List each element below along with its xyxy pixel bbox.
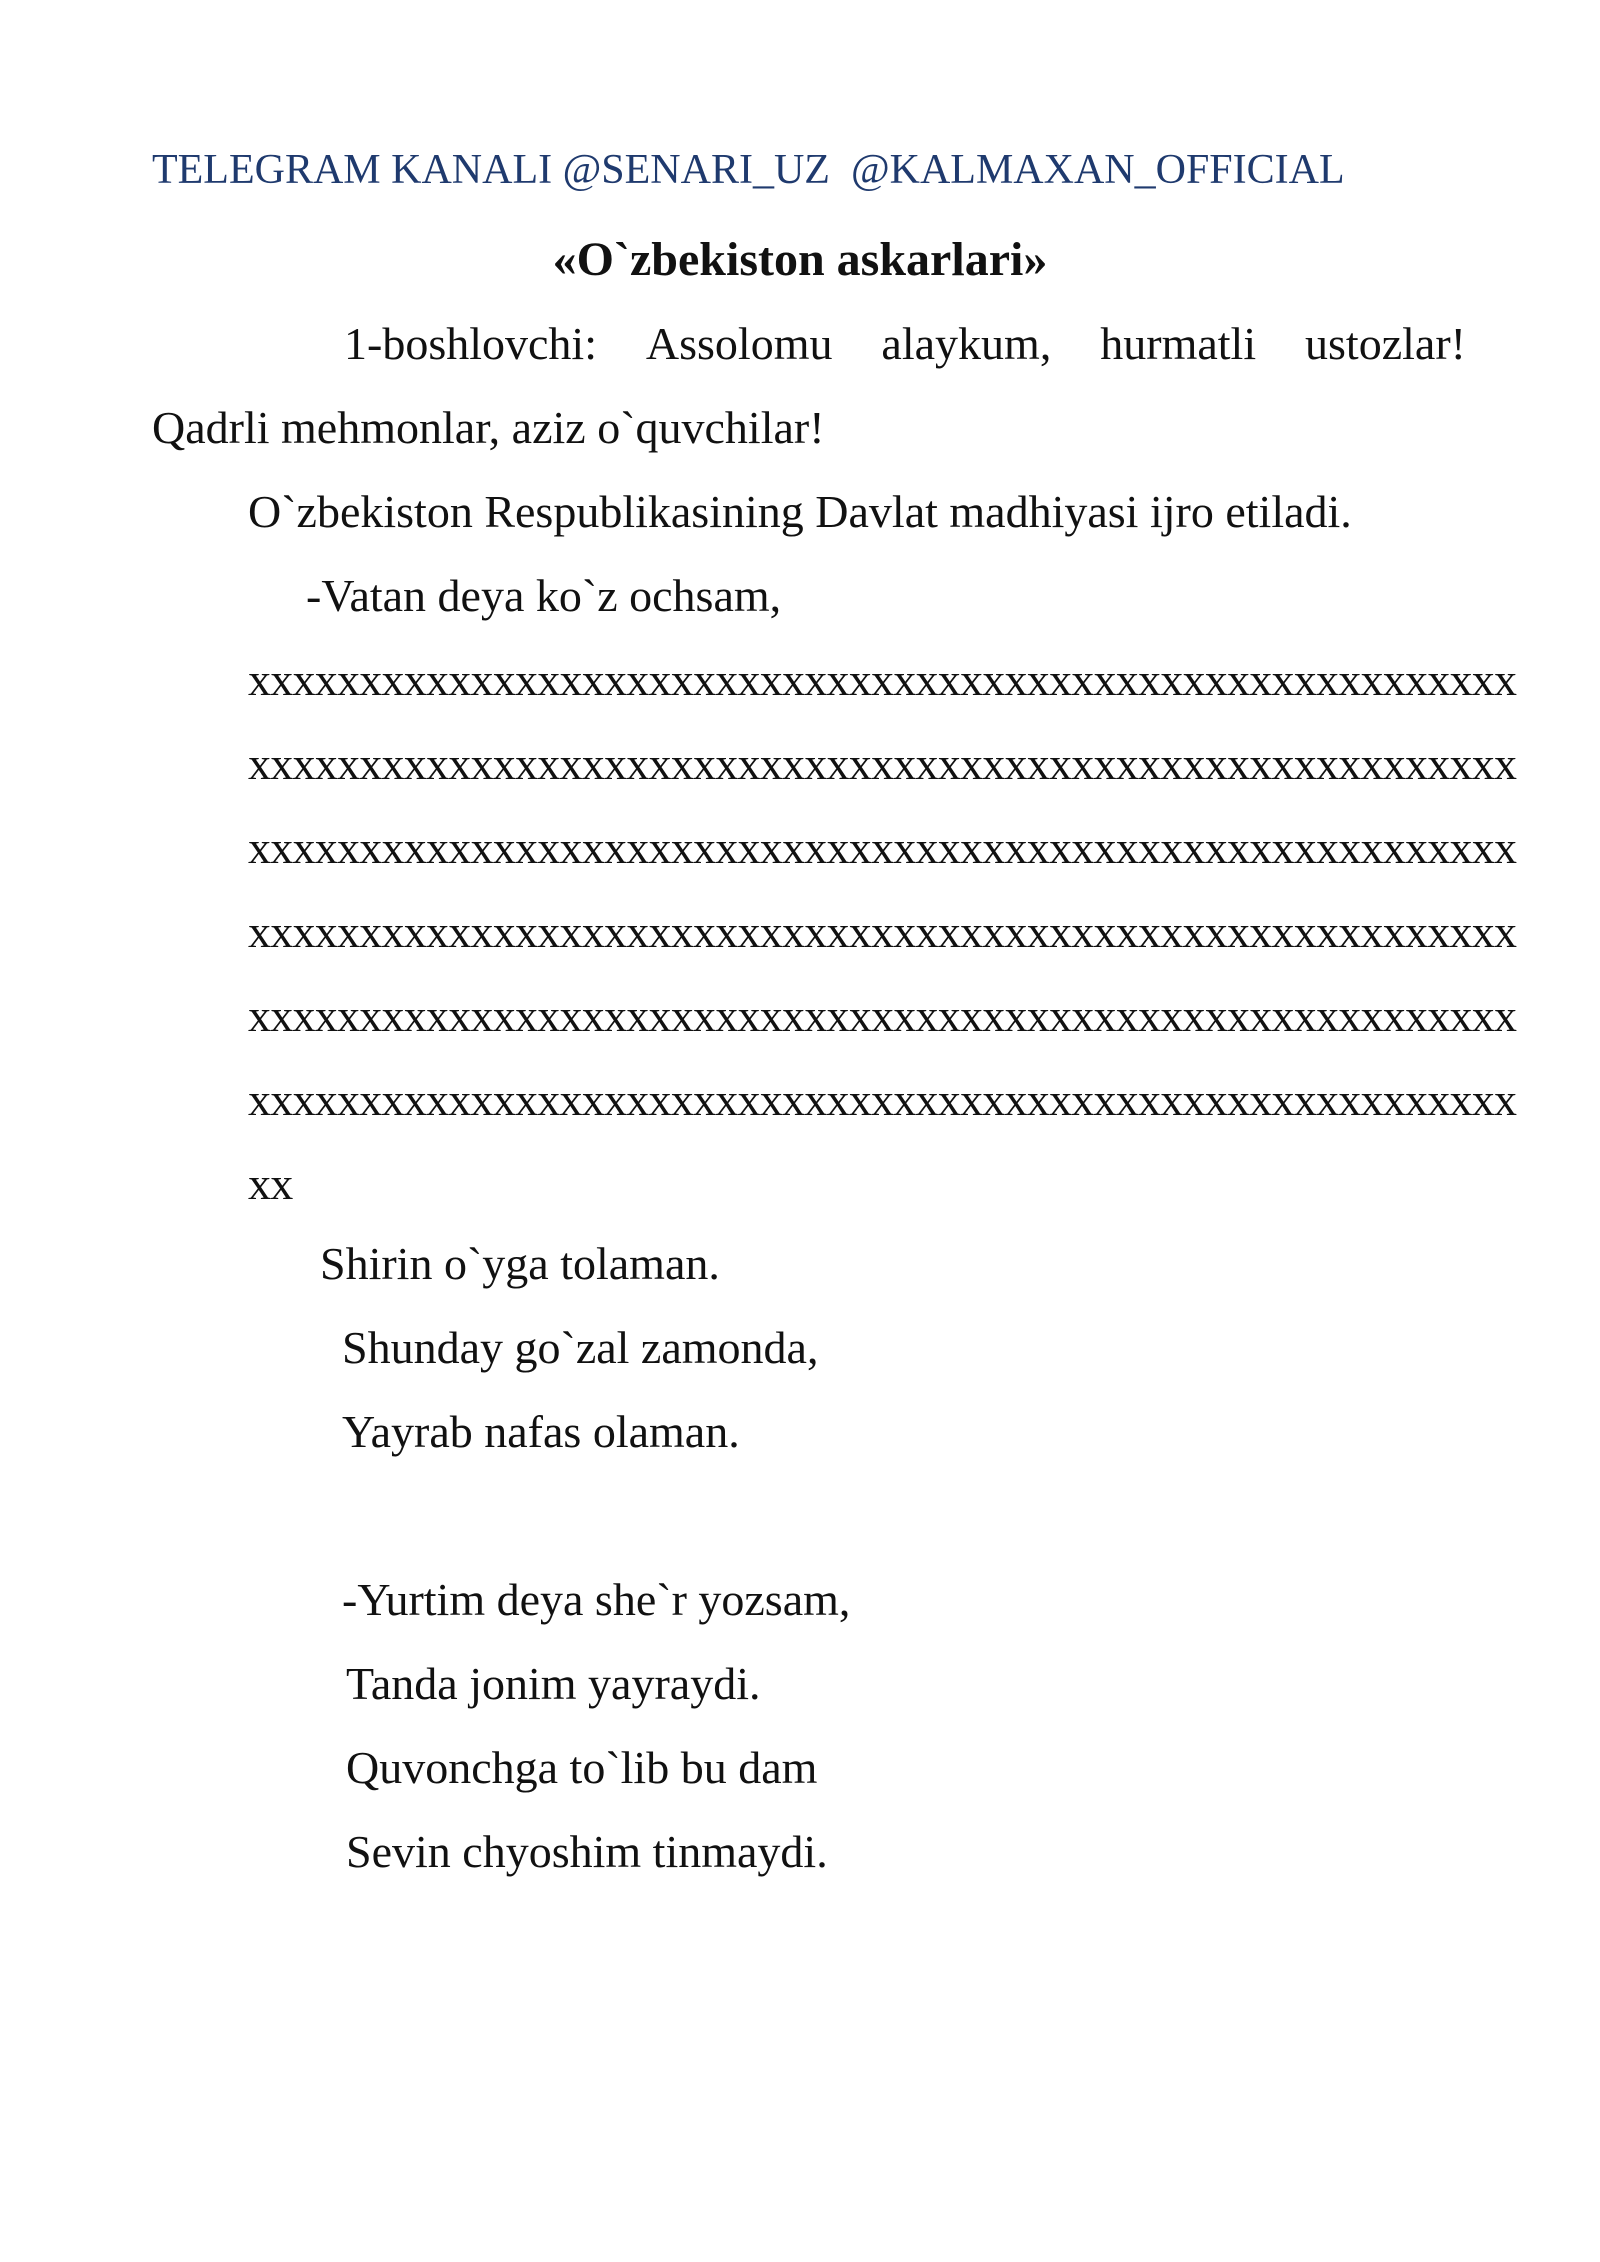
- stanza1-line: Shirin o`yga tolaman.: [320, 1238, 720, 1289]
- stanza1-line: Yayrab nafas olaman.: [342, 1406, 740, 1457]
- intro-word: Assolomu: [645, 318, 833, 369]
- placeholder-line: xxxxxxxxxxxxxxxxxxxxxxxxxxxxxxxxxxxxxxxxxxxxxxxxxxxxxxxxx: [248, 990, 1517, 1041]
- placeholder-line: xxxxxxxxxxxxxxxxxxxxxxxxxxxxxxxxxxxxxxxxxxxxxxxxxxxxxxxxx: [248, 1074, 1517, 1125]
- intro-continuation: Qadrli mehmonlar, aziz o`quvchilar!: [152, 402, 825, 453]
- poem-first-line: -Vatan deya ko`z ochsam,: [306, 570, 782, 621]
- placeholder-line: xxxxxxxxxxxxxxxxxxxxxxxxxxxxxxxxxxxxxxxxxxxxxxxxxxxxxxxxx: [248, 738, 1517, 789]
- anthem-announcement: O`zbekiston Respublikasining Davlat madhiyasi ijro etiladi.: [248, 486, 1352, 537]
- intro-word: 1-boshlovchi:: [344, 318, 597, 369]
- document-title: «O`zbekiston askarlari»: [552, 233, 1048, 286]
- stanza2-line: Sevin chyoshim tinmaydi.: [346, 1826, 828, 1877]
- telegram-channel-header: TELEGRAM KANALI @SENARI_UZ @KALMAXAN_OFFICIAL: [152, 147, 1345, 193]
- placeholder-line: xxxxxxxxxxxxxxxxxxxxxxxxxxxxxxxxxxxxxxxxxxxxxxxxxxxxxxxxx: [248, 906, 1517, 957]
- stanza1-line: Shunday go`zal zamonda,: [342, 1322, 819, 1373]
- intro-word: alaykum,: [881, 318, 1052, 369]
- stanza2-line: Tanda jonim yayraydi.: [346, 1658, 761, 1709]
- stanza2-line: Quvonchga to`lib bu dam: [346, 1742, 818, 1793]
- placeholder-line: xxxxxxxxxxxxxxxxxxxxxxxxxxxxxxxxxxxxxxxxxxxxxxxxxxxxxxxxx: [248, 822, 1517, 873]
- intro-word: hurmatli: [1100, 318, 1257, 369]
- intro-line: [344, 316, 1466, 372]
- stanza2-line: -Yurtim deya she`r yozsam,: [342, 1574, 851, 1625]
- placeholder-line: xxxxxxxxxxxxxxxxxxxxxxxxxxxxxxxxxxxxxxxxxxxxxxxxxxxxxxxxx: [248, 654, 1517, 705]
- intro-word: ustozlar!: [1305, 318, 1466, 369]
- placeholder-line: xx: [248, 1158, 293, 1209]
